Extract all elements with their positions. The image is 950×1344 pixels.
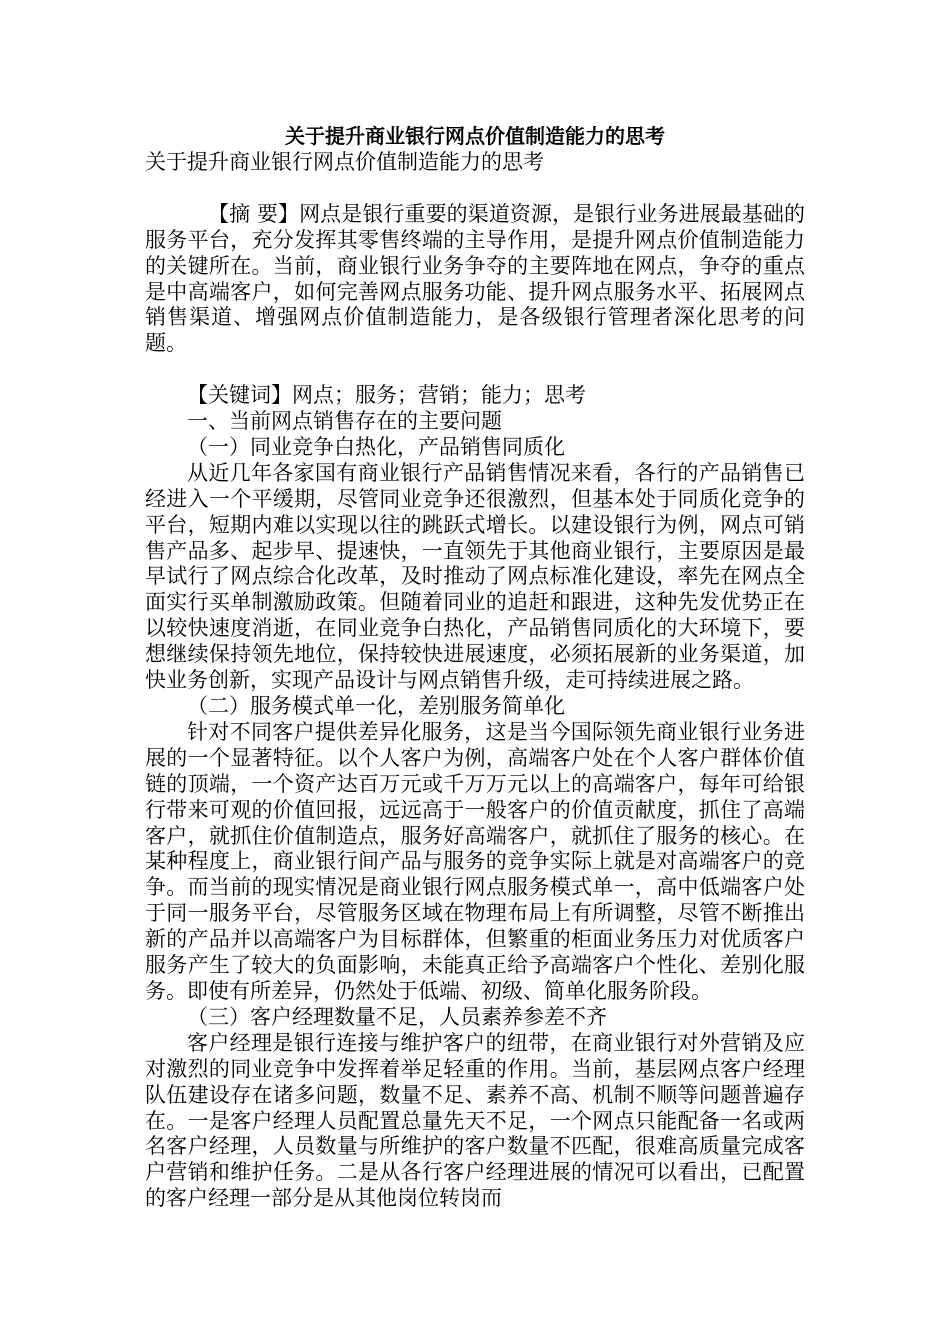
subsection-heading: （二）服务模式单一化，差别服务简单化 <box>187 694 565 718</box>
blank-line <box>145 357 805 383</box>
body-paragraph: 从近几年各家国有商业银行产品销售情况来看，各行的产品销售已经进入一个平缓期，尽管同业竞争还很激烈，但基本处于同质化竞争的平台，短期内难以实现以往的跳跃式增长。以建设银行为例，网点可销售产品多、起步早、提速快，一直领先于其他商业银行，主要原因是最早试行了网点综合化改革，及时推动了网点标准化建设，率先在网点全面实行买单制激励政策。但随着同业的追赶和跟进，这种先发优势正在以较快速度消逝，在同业竞争白热化，产品销售同质化的大环境下，要想继续保持领先地位，保持较快进展速度，必须拓展新的业务渠道，加快业务创新，实现产品设计与网点销售升级，走可持续进展之路。 <box>145 460 805 693</box>
subsection-heading: （三）客户经理数量不足，人员素养参差不齐 <box>187 1004 607 1029</box>
subsection-heading: （一）同业竞争白热化，产品销售同质化 <box>187 434 565 459</box>
section-heading: 一、当前网点销售存在的主要问题 <box>187 409 502 434</box>
document-title: 关于提升商业银行网点价值制造能力的思考 <box>285 124 665 148</box>
keywords-paragraph: 【关键词】网点；服务；营销；能力；思考 <box>187 383 586 408</box>
abstract-paragraph: 【摘 要】网点是银行重要的渠道资源，是银行业务进展最基础的服务平台，充分发挥其零售终端的主导作用，是提升网点价值制造能力的关键所在。当前，商业银行业务争夺的主要阵地在网点，争夺的重点是中高端客户，如何完善网点服务功能、提升网点服务水平、拓展网点销售渠道、增强网点价值制造能力，是各级银行管理者深化思考的问题。 <box>145 201 805 356</box>
document-subtitle: 关于提升商业银行网点价值制造能力的思考 <box>145 150 544 174</box>
document-body <box>145 150 805 1212</box>
blank-line <box>145 176 805 202</box>
body-paragraph: 针对不同客户提供差异化服务，这是当今国际领先商业银行业务进展的一个显著特征。以个人客户为例，高端客户处在个人客户群体价值链的顶端，一个资产达百万元或千万万元以上的高端客户，每年可给银行带来可观的价值回报，远远高于一般客户的价值贡献度，抓住了高端客户，就抓住价值制造点，服务好高端客户，就抓住了服务的核心。在某种程度上，商业银行间产品与服务的竞争实际上就是对高端客户的竞争。而当前的现实情况是商业银行网点服务模式单一，高中低端客户处于同一服务平台，尽管服务区域在物理布局上有所调整，尽管不断推出新的产品并以高端客户为目标群体，但繁重的柜面业务压力对优质客户服务产生了较大的负面影响，未能真正给予高端客户个性化、差别化服务。即使有所差异，仍然处于低端、初级、简单化服务阶段。 <box>145 719 805 1003</box>
body-paragraph: 客户经理是银行连接与维护客户的纽带，在商业银行对外营销及应对激烈的同业竞争中发挥着举足轻重的作用。当前，基层网点客户经理队伍建设存在诸多问题，数量不足、素养不高、机制不顺等问题普遍存在。一是客户经理人员配置总量先天不足，一个网点只能配备一名或两名客户经理，人员数量与所维护的客户数量不匹配，很难高质量完成客户营销和维护任务。二是从各行客户经理进展的情况可以看出，已配置的客户经理一部分是从其他岗位转岗而 <box>145 1030 805 1211</box>
